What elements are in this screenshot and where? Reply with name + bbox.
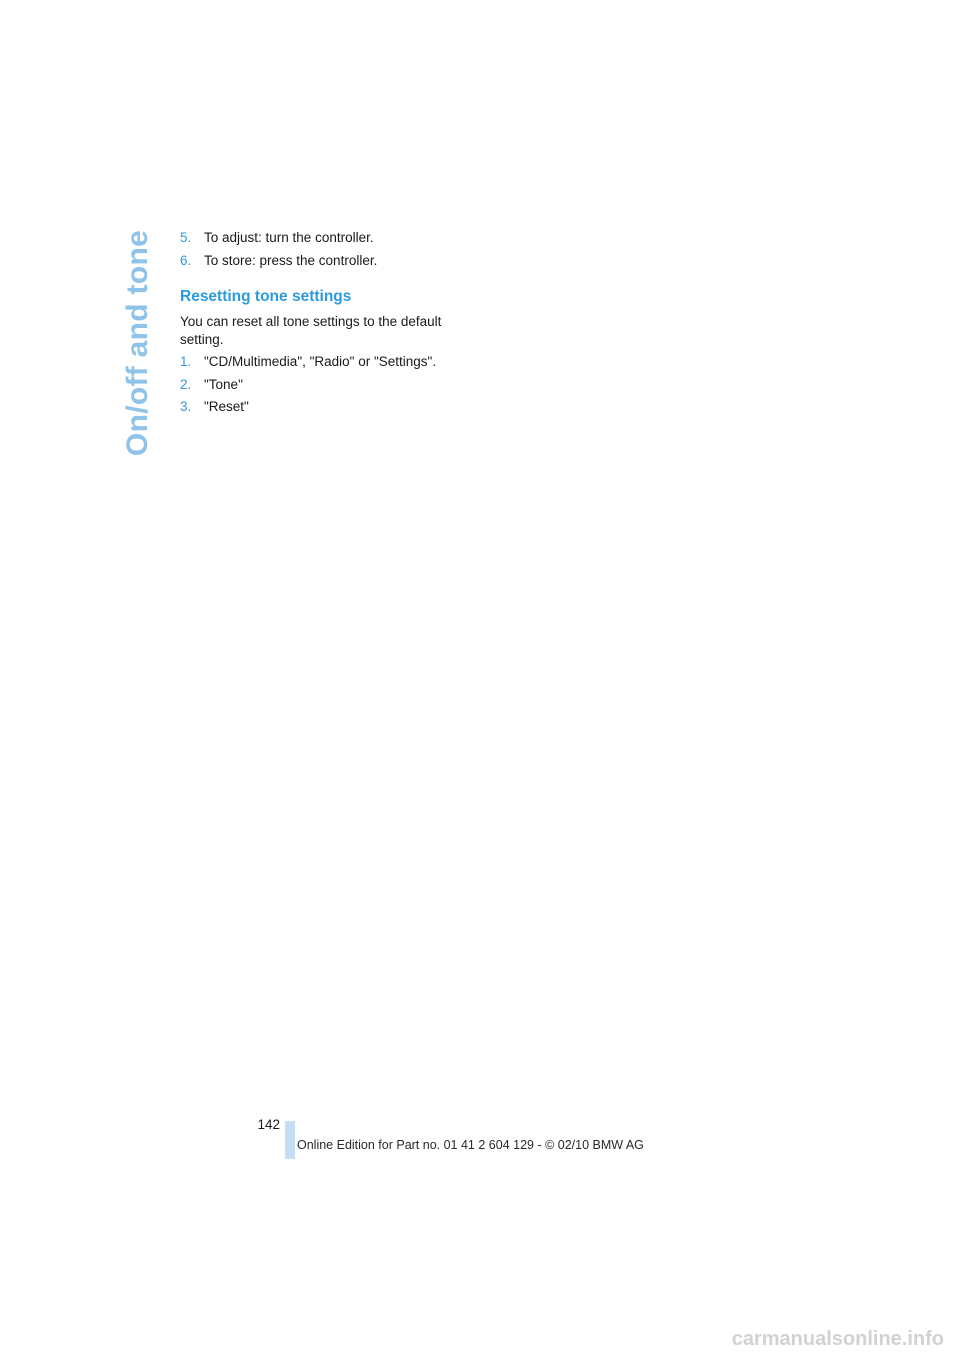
footer-accent-bar bbox=[285, 1121, 295, 1159]
step-text: "Tone" bbox=[204, 376, 243, 392]
page-number: 142 bbox=[257, 1117, 280, 1132]
step-number: 2. bbox=[180, 376, 192, 392]
step-number: 1. bbox=[180, 354, 192, 369]
intro-line-1: You can reset all tone settings to the default bbox=[180, 313, 442, 329]
section-intro bbox=[180, 313, 480, 349]
intro-line-2: setting. bbox=[180, 331, 224, 347]
list-item bbox=[180, 229, 480, 247]
page-content bbox=[180, 229, 480, 421]
list-item bbox=[180, 353, 480, 371]
step-text: "Reset" bbox=[204, 399, 249, 414]
step-number: 6. bbox=[180, 252, 192, 268]
list-item bbox=[180, 376, 480, 394]
step-number: 3. bbox=[180, 399, 192, 414]
step-text: To adjust: turn the controller. bbox=[204, 230, 374, 245]
section-heading: Resetting tone settings bbox=[180, 287, 352, 305]
list-item bbox=[180, 252, 480, 270]
chapter-side-title bbox=[121, 228, 155, 458]
chapter-title-text: On/off and tone bbox=[121, 229, 155, 457]
step-text: "CD/Multimedia", "Radio" or "Settings". bbox=[204, 354, 437, 369]
step-number: 5. bbox=[180, 230, 192, 245]
footer-edition-text: Online Edition for Part no. 01 41 2 604 129 - © 02/10 BMW AG bbox=[297, 1138, 644, 1152]
list-item bbox=[180, 398, 480, 416]
step-text: To store: press the controller. bbox=[204, 252, 378, 268]
watermark: carmanualsonline.info bbox=[731, 1328, 944, 1350]
